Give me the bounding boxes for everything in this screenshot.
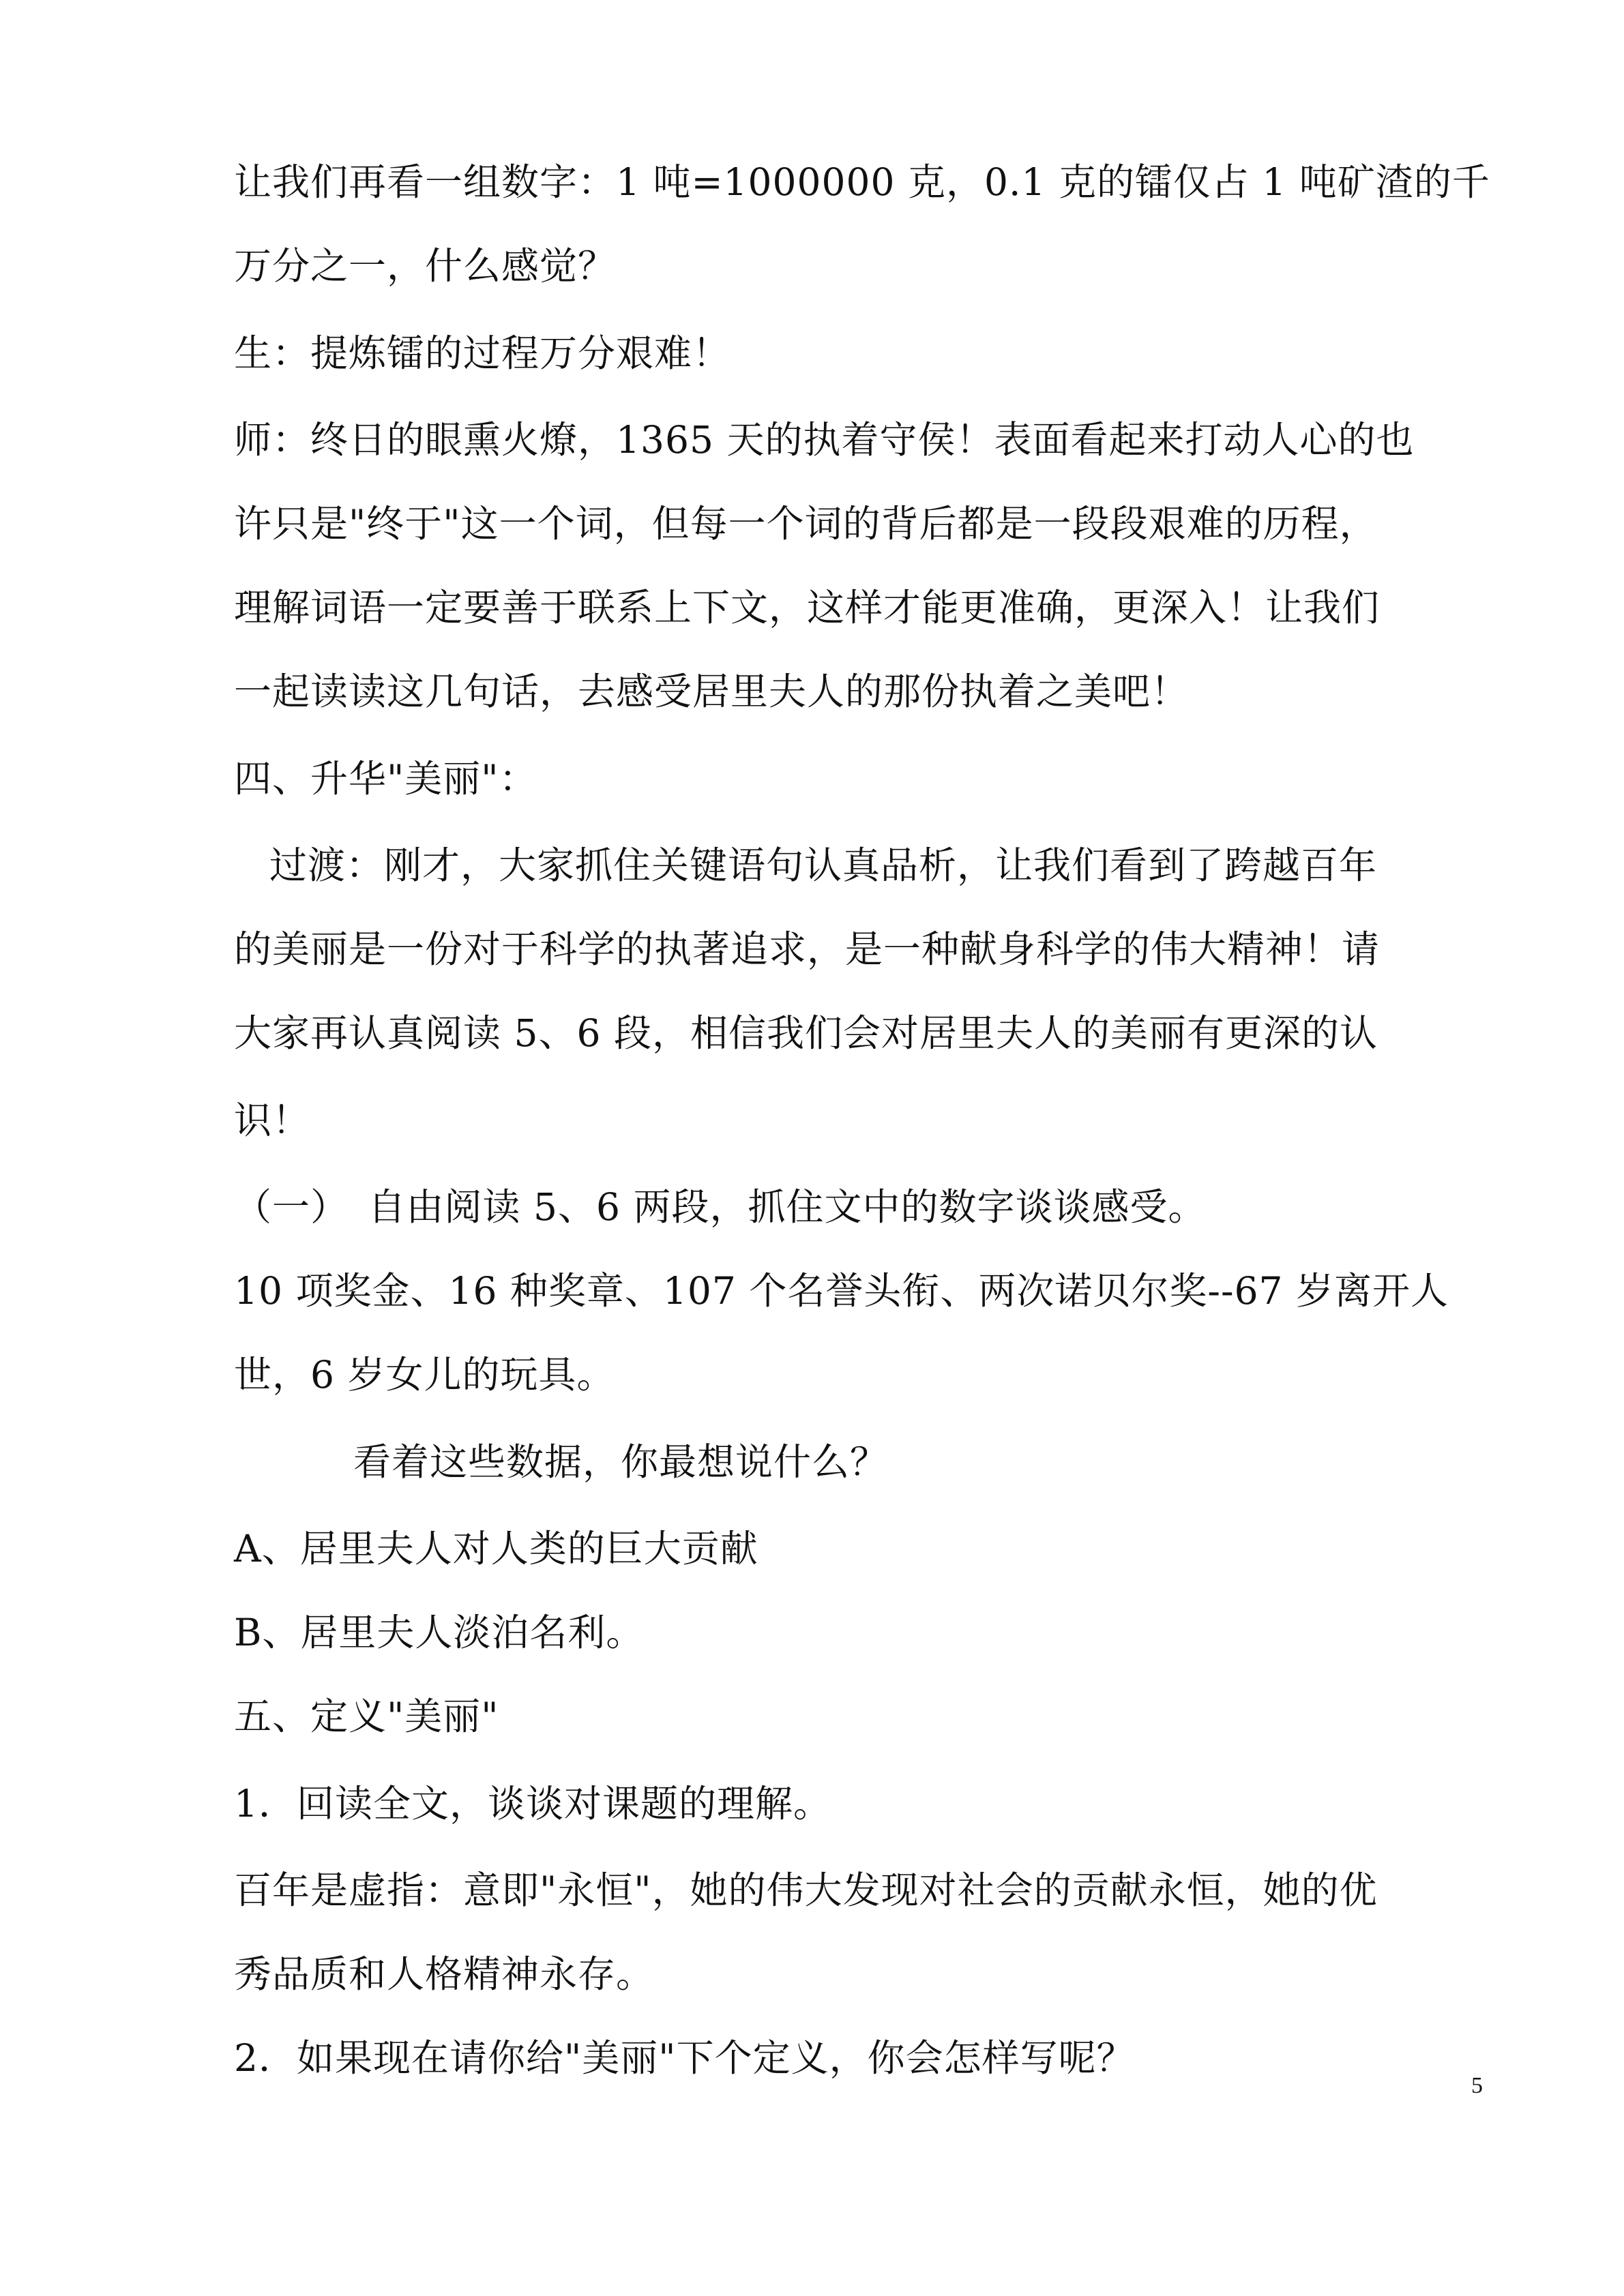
text-line-7: 一起读读这几句话，去感受居里夫人的那份执着之美吧！: [234, 670, 1190, 713]
text-line-12: 识！: [234, 1099, 311, 1142]
text-line-4: 师：终日的眼熏火燎，1365 天的执着守侯！表面看起来打动人心的也: [234, 418, 1415, 462]
text-line-2: 万分之一，什么感觉？: [234, 244, 617, 288]
page-number: 5: [1471, 2073, 1483, 2098]
option-b: B、居里夫人淡泊名利。: [234, 1611, 645, 1654]
text-line-21: 百年是虚指：意即"永恒"，她的伟大发现对社会的贡献永恒，她的优: [234, 1868, 1378, 1912]
option-a: A、居里夫人对人类的巨大贡献: [234, 1527, 758, 1570]
section-heading-4: 四、升华"美丽"：: [234, 757, 537, 801]
text-line-14: 10 项奖金、16 种奖章、107 个名誉头衔、两次诺贝尔奖--67 岁离开人: [234, 1269, 1449, 1313]
text-line-5: 许只是"终于"这一个词，但每一个词的背后都是一段段艰难的历程，: [234, 502, 1378, 546]
text-line-11: 大家再认真阅读 5、6 段，相信我们会对居里夫人的美丽有更深的认: [234, 1011, 1378, 1055]
text-line-10: 的美丽是一份对于科学的执著追求，是一种献身科学的伟大精神！请: [234, 927, 1381, 971]
text-line-23: 2．如果现在请你给"美丽"下个定义，你会怎样写呢？: [234, 2036, 1135, 2080]
section-heading-5: 五、定义"美丽": [234, 1695, 499, 1738]
text-line-6: 理解词语一定要善于联系上下文，这样才能更准确，更深入！让我们: [234, 586, 1381, 629]
text-line-13: （一） 自由阅读 5、6 两段，抓住文中的数字谈谈感受。: [234, 1185, 1207, 1229]
text-line-9: 过渡：刚才，大家抓住关键语句认真品析，让我们看到了跨越百年: [269, 844, 1378, 887]
text-line-1: 让我们再看一组数字：1 吨=1000000 克，0.1 克的镭仅占 1 吨矿渣的千: [234, 160, 1490, 204]
text-line-20: 1．回读全文，谈谈对课题的理解。: [234, 1782, 831, 1825]
text-line-3: 生：提炼镭的过程万分艰难！: [234, 331, 731, 375]
text-line-22: 秀品质和人格精神永存。: [234, 1952, 655, 1996]
text-line-15: 世，6 岁女儿的玩具。: [234, 1353, 615, 1397]
text-line-16: 看着这些数据，你最想说什么？: [353, 1440, 889, 1484]
